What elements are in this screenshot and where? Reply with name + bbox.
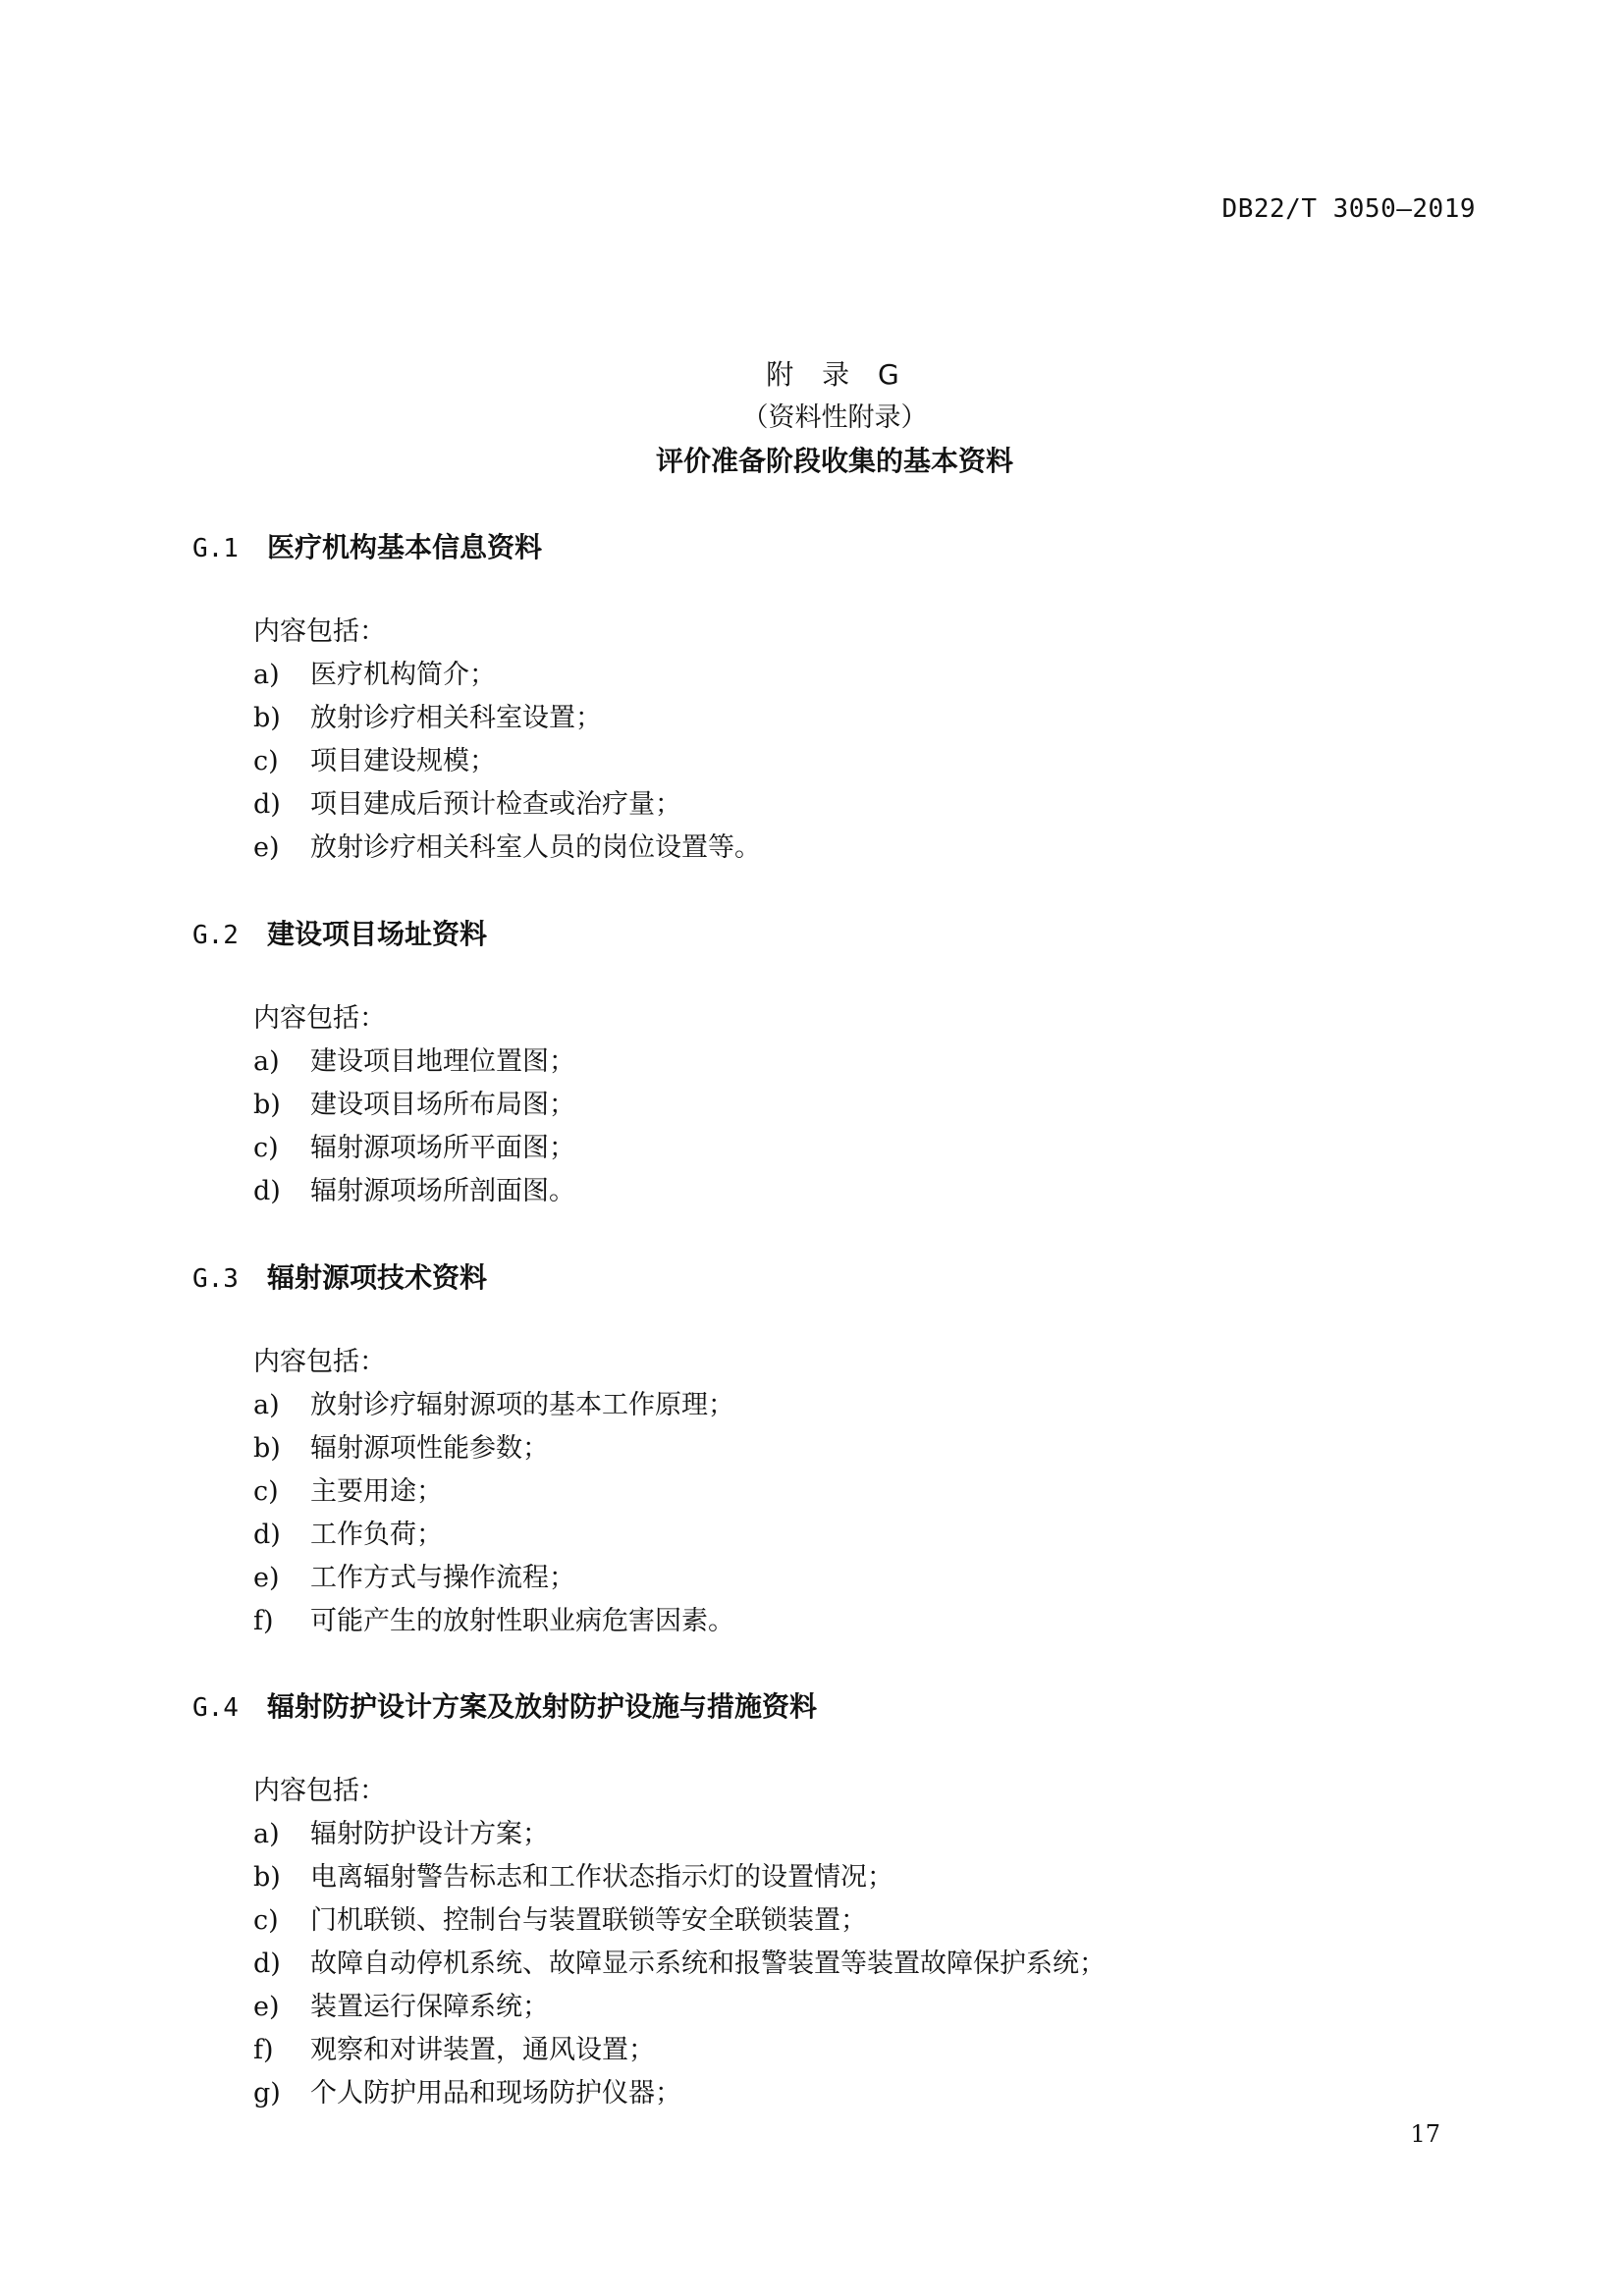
list-item <box>253 1943 1469 1986</box>
section-title-text: 辐射源项技术资料 <box>267 1261 488 1294</box>
list-item-text: 建设项目场所布局图； <box>310 1090 575 1120</box>
list-item <box>253 1084 1469 1127</box>
list-item-text: 故障自动停机系统、故障显示系统和报警装置等装置故障保护系统； <box>310 1949 1106 1979</box>
list-item <box>253 1899 1469 1943</box>
list-item-mark: a) <box>253 1046 280 1077</box>
list-item <box>253 1470 1469 1514</box>
list-item-mark: c) <box>253 1133 279 1163</box>
standard-code: DB22/T 3050—2019 <box>1221 194 1476 224</box>
list-item-mark: b) <box>253 703 281 733</box>
page-number: 17 <box>1410 2120 1440 2148</box>
list-item <box>253 2029 1469 2072</box>
list-item-mark: c) <box>253 746 279 776</box>
appendix-title: 附 录 G <box>766 358 903 391</box>
list-item <box>253 1384 1469 1427</box>
list-item <box>253 1986 1469 2029</box>
list-item-text: 医疗机构简介； <box>310 660 496 690</box>
section-number: G.4 <box>192 1693 239 1723</box>
section-intro: 内容包括： <box>253 1347 386 1377</box>
list-item-text: 装置运行保障系统； <box>310 1992 549 2022</box>
list-item-text: 放射诊疗相关科室设置； <box>310 703 602 733</box>
list-item-mark: b) <box>253 1090 281 1120</box>
section-title <box>192 526 1469 569</box>
list-item-mark: f) <box>253 1606 274 1636</box>
list-item-text: 主要用途； <box>310 1476 443 1507</box>
list-item-text: 项目建成后预计检查或治疗量； <box>310 789 681 820</box>
list-item-mark: e) <box>253 1992 280 2022</box>
list-item-mark: d) <box>253 1176 281 1206</box>
section-number: G.1 <box>192 534 239 563</box>
list-item-mark: a) <box>253 1390 280 1420</box>
list-item-text: 建设项目地理位置图； <box>310 1046 575 1077</box>
list-item <box>253 1127 1469 1170</box>
section-intro: 内容包括： <box>253 1003 386 1034</box>
list-item <box>253 697 1469 740</box>
list-item-mark: b) <box>253 1433 281 1464</box>
list-item-mark: f) <box>253 2035 274 2065</box>
appendix-subject: 评价准备阶段收集的基本资料 <box>655 445 1013 477</box>
list-item-text: 工作方式与操作流程； <box>310 1563 575 1593</box>
list-item-text: 观察和对讲装置，通风设置； <box>310 2035 655 2065</box>
list-item-mark: g) <box>253 2078 281 2109</box>
list-item-mark: d) <box>253 1520 281 1550</box>
section-number: G.2 <box>192 921 239 950</box>
list-item <box>253 1041 1469 1084</box>
list-item-text: 放射诊疗相关科室人员的岗位设置等。 <box>310 832 761 863</box>
list-item-text: 辐射防护设计方案； <box>310 1819 549 1849</box>
section-g4 <box>192 1685 1469 2115</box>
list-item-text: 工作负荷； <box>310 1520 443 1550</box>
list-item-text: 项目建设规模； <box>310 746 496 776</box>
section-title-text: 医疗机构基本信息资料 <box>267 531 543 563</box>
list-item-mark: e) <box>253 832 280 863</box>
list-item <box>253 783 1469 827</box>
section-title <box>192 913 1469 956</box>
section-title <box>192 1685 1469 1729</box>
list-item <box>253 2072 1469 2115</box>
list-item <box>253 654 1469 697</box>
list-item-mark: b) <box>253 1862 281 1893</box>
list-item-text: 放射诊疗辐射源项的基本工作原理； <box>310 1390 734 1420</box>
list-item <box>253 740 1469 783</box>
section-title-text: 建设项目场址资料 <box>267 918 488 950</box>
section-g1 <box>192 526 1469 870</box>
section-title-text: 辐射防护设计方案及放射防护设施与措施资料 <box>267 1690 818 1723</box>
section-g3 <box>192 1256 1469 1643</box>
list-item-mark: c) <box>253 1476 279 1507</box>
list-item-text: 电离辐射警告标志和工作状态指示灯的设置情况； <box>310 1862 893 1893</box>
list-item-mark: e) <box>253 1563 280 1593</box>
list-item-text: 可能产生的放射性职业病危害因素。 <box>310 1606 734 1636</box>
list-item-mark: d) <box>253 789 281 820</box>
list-item-mark: a) <box>253 1819 280 1849</box>
list-item <box>253 1856 1469 1899</box>
list-item-text: 辐射源项场所平面图； <box>310 1133 575 1163</box>
list-item-text: 辐射源项性能参数； <box>310 1433 549 1464</box>
list-item <box>253 1170 1469 1213</box>
list-item <box>253 827 1469 870</box>
list-item <box>253 1427 1469 1470</box>
list-item <box>253 1514 1469 1557</box>
appendix-heading <box>0 353 1623 483</box>
section-intro: 内容包括： <box>253 1776 386 1806</box>
list-item-mark: a) <box>253 660 280 690</box>
section-title <box>192 1256 1469 1300</box>
section-number: G.3 <box>192 1264 239 1294</box>
list-item-text: 辐射源项场所剖面图。 <box>310 1176 575 1206</box>
list-item-mark: c) <box>253 1905 279 1936</box>
list-item <box>253 1813 1469 1856</box>
list-item-text: 门机联锁、控制台与装置联锁等安全联锁装置； <box>310 1905 867 1936</box>
section-intro: 内容包括： <box>253 616 386 647</box>
list-item-text: 个人防护用品和现场防护仪器； <box>310 2078 681 2109</box>
appendix-note: （资料性附录） <box>741 402 928 433</box>
list-item <box>253 1557 1469 1600</box>
list-item-mark: d) <box>253 1949 281 1979</box>
section-g2 <box>192 913 1469 1213</box>
list-item <box>253 1600 1469 1643</box>
